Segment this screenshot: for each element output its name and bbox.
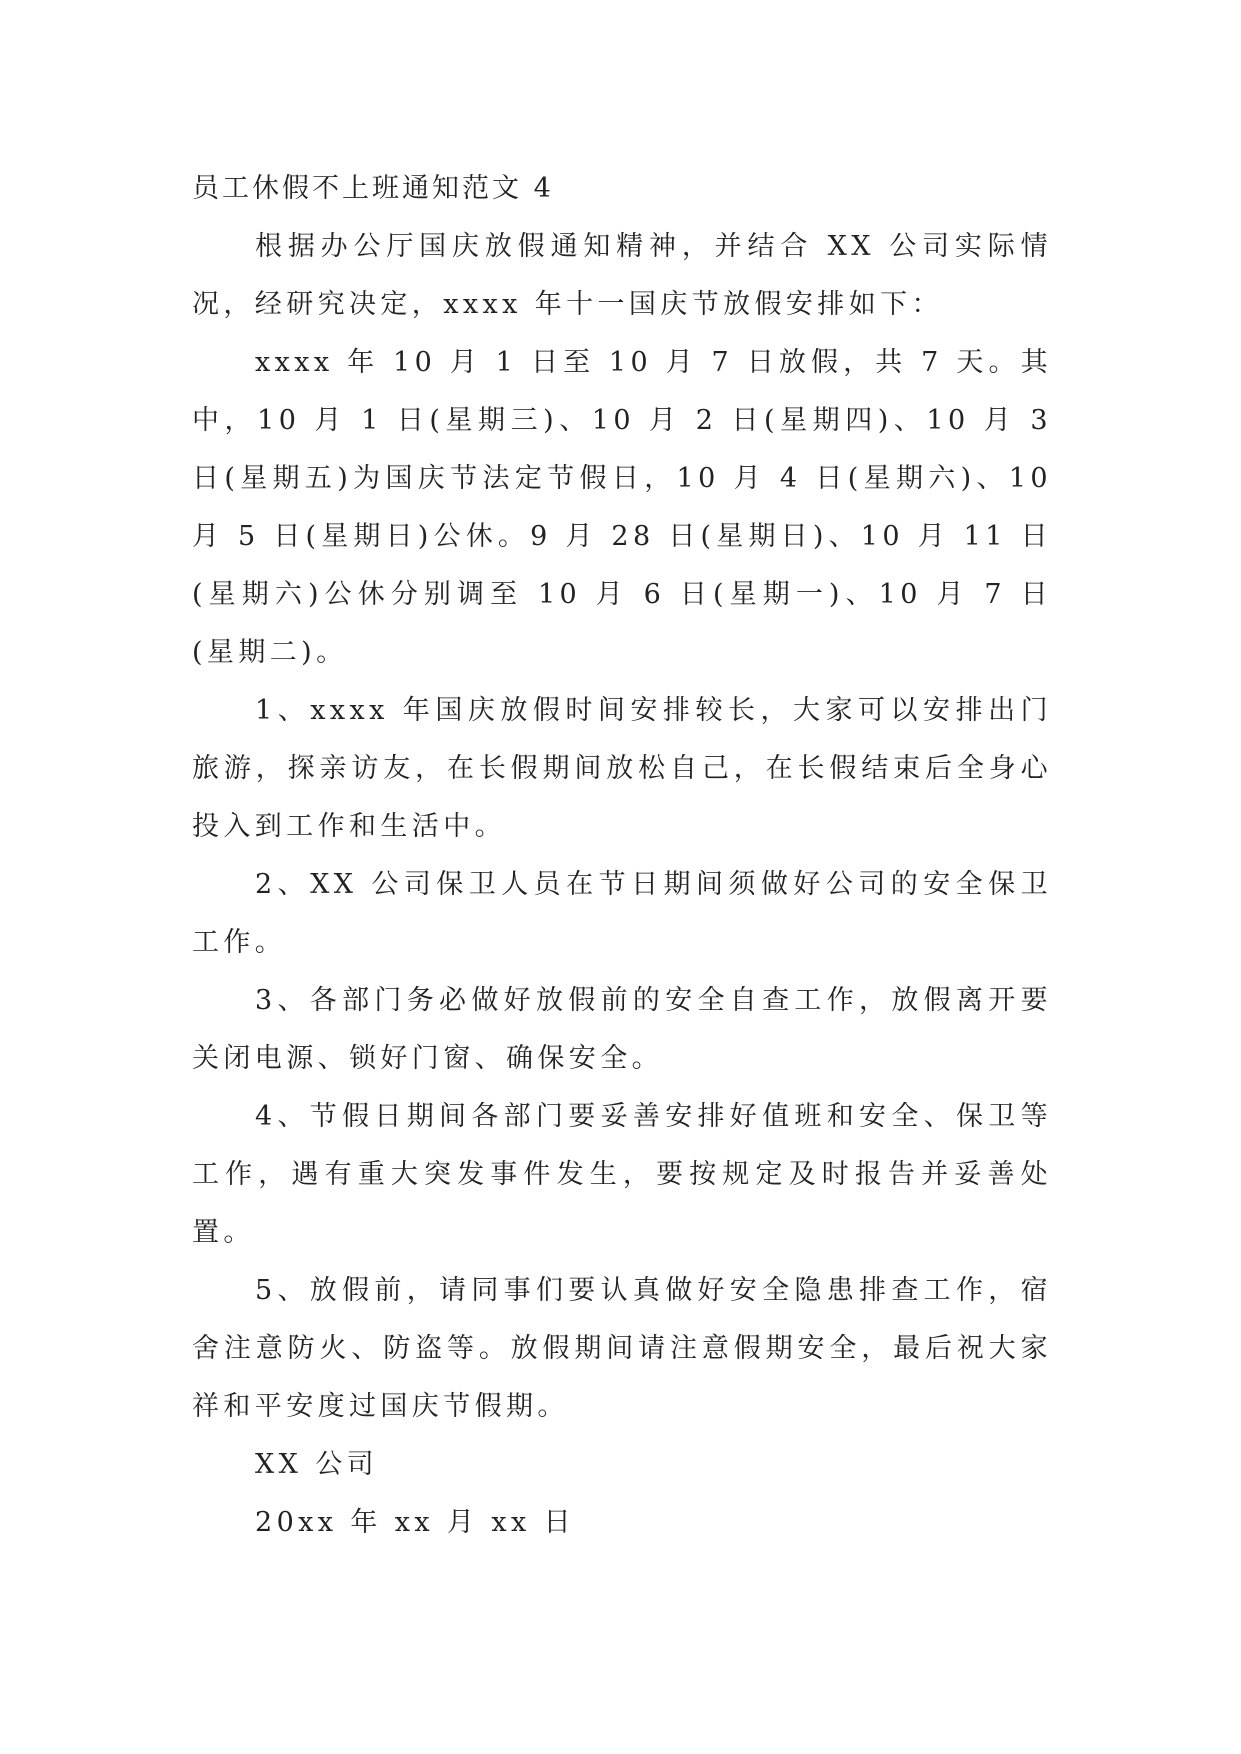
document-page — [192, 160, 1052, 1552]
paragraph-schedule: xxxx 年 10 月 1 日至 10 月 7 日放假，共 7 天。其中，10 月 1 日(星期三)、10 月 2 日(星期四)、10 月 3 日(星期五)为国庆节法定节假日，10 月 4 日(星期六)、10 月 5 日(星期日)公休。9 月 28 日(星期日)、10 月 11 日(星期六)公休分别调至 10 月 6 日(星期一)、10 月 7 日(星期二)。 — [192, 347, 1052, 668]
paragraph-item-1: 1、xxxx 年国庆放假时间安排较长，大家可以安排出门旅游，探亲访友，在长假期间放松自己，在长假结束后全身心投入到工作和生活中。 — [192, 695, 1052, 842]
paragraph-item-5: 5、放假前，请同事们要认真做好安全隐患排查工作，宿舍注意防火、防盗等。放假期间请注意假期安全，最后祝大家祥和平安度过国庆节假期。 — [192, 1275, 1052, 1422]
signature-date: 20xx 年 xx 月 xx 日 — [255, 1507, 576, 1538]
paragraph-item-3: 3、各部门务必做好放假前的安全自查工作，放假离开要关闭电源、锁好门窗、确保安全。 — [192, 985, 1052, 1074]
paragraph-intro: 根据办公厅国庆放假通知精神，并结合 XX 公司实际情况，经研究决定，xxxx 年十一国庆节放假安排如下： — [192, 231, 1052, 320]
paragraph-item-4: 4、节假日期间各部门要妥善安排好值班和安全、保卫等工作，遇有重大突发事件发生，要按规定及时报告并妥善处置。 — [192, 1101, 1052, 1248]
signature-company: XX 公司 — [255, 1449, 379, 1480]
paragraph-item-2: 2、XX 公司保卫人员在节日期间须做好公司的安全保卫工作。 — [192, 869, 1052, 958]
document-title: 员工休假不上班通知范文 4 — [192, 173, 554, 204]
